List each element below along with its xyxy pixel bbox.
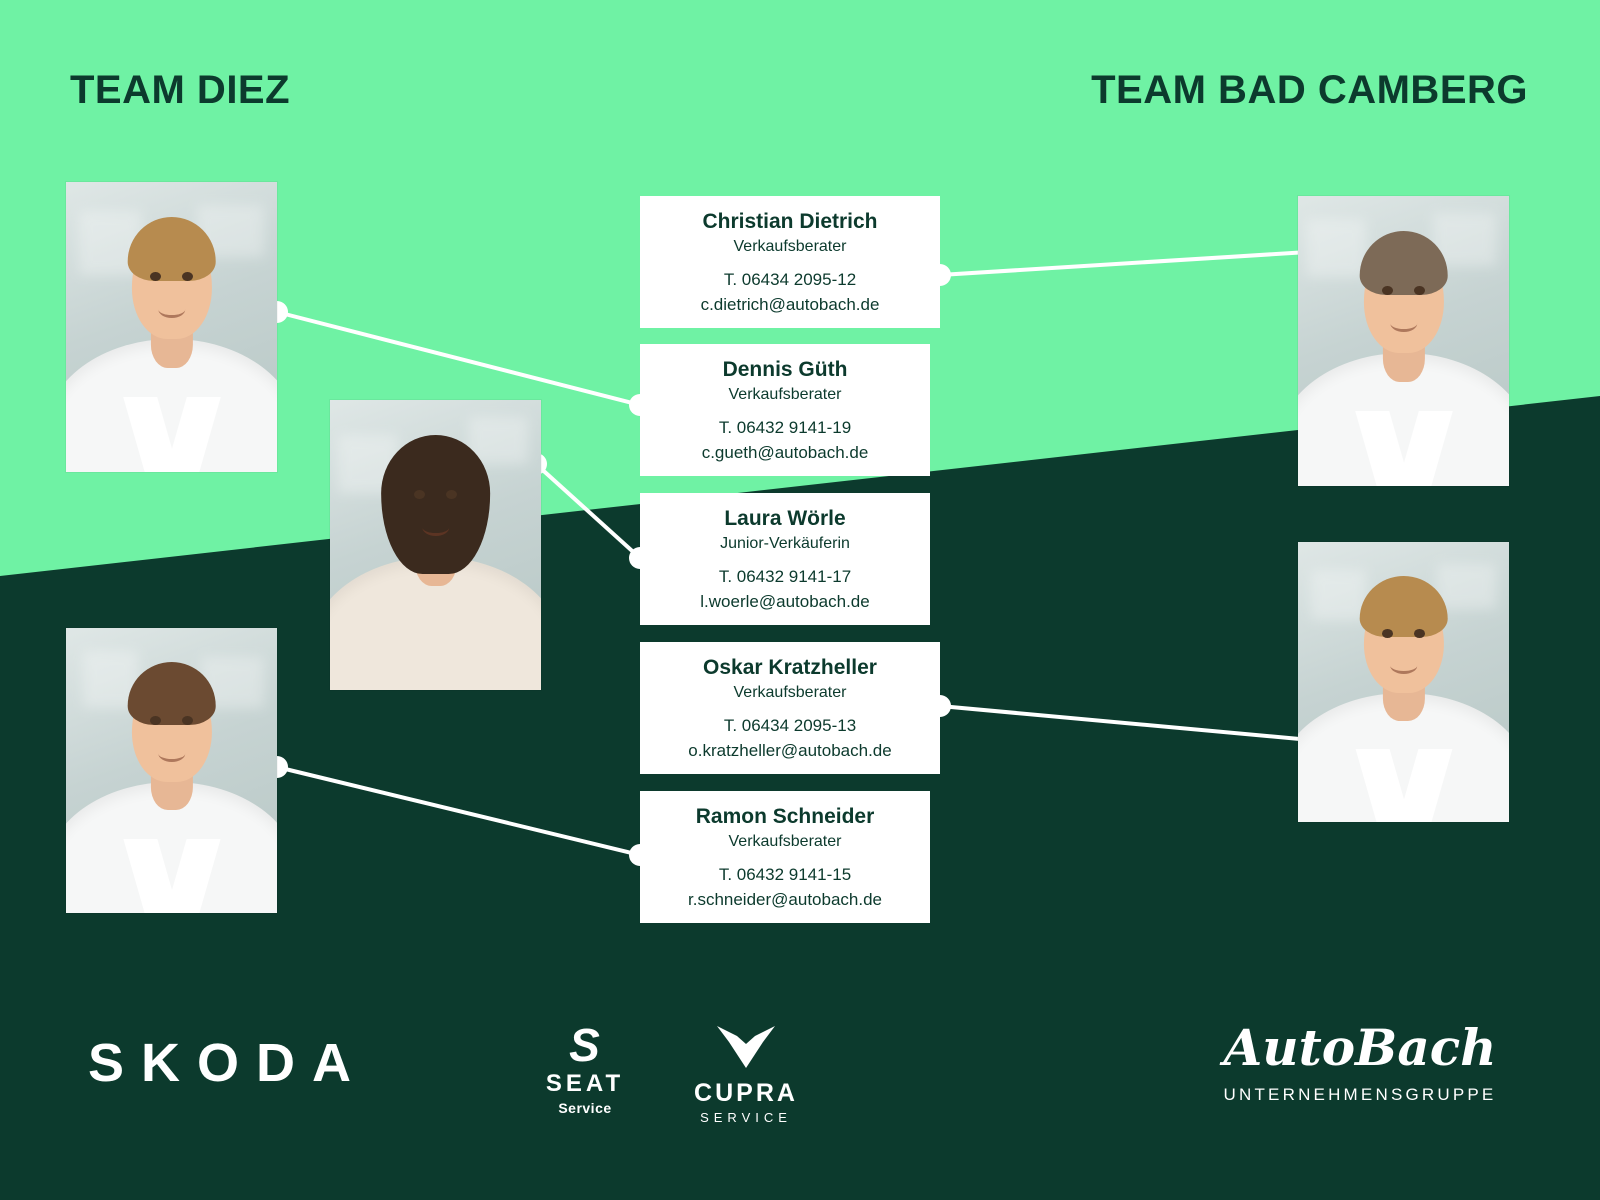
contact-phone[interactable]: T. 06432 9141-15	[718, 865, 852, 885]
contact-phone[interactable]: T. 06434 2095-13	[723, 716, 857, 736]
autobach-wordmark: AutoBach	[1223, 1018, 1497, 1077]
seat-wordmark: SEAT	[545, 1070, 625, 1097]
contact-name: Oskar Kratzheller	[703, 656, 877, 679]
photo-diez-bottom	[66, 628, 277, 913]
seat-service-label: Service	[558, 1100, 612, 1116]
photo-diez-top	[66, 182, 277, 472]
contact-name: Laura Wörle	[724, 507, 846, 530]
contact-phone[interactable]: T. 06432 9141-17	[718, 567, 852, 587]
contact-email[interactable]: c.gueth@autobach.de	[701, 442, 869, 462]
cupra-wordmark: CUPRA	[694, 1079, 798, 1107]
contact-role: Junior-Verkäuferin	[720, 535, 850, 553]
contact-email[interactable]: l.woerle@autobach.de	[700, 591, 870, 611]
team-title-diez: TEAM DIEZ	[70, 68, 291, 112]
photo-camberg-top	[1298, 196, 1509, 486]
seat-mark-icon: S	[569, 1019, 601, 1071]
contact-role: Verkaufsberater	[728, 386, 842, 404]
contact-card-oskar-kratzheller[interactable]	[640, 642, 940, 774]
contact-card-christian-dietrich[interactable]	[640, 196, 940, 328]
contact-name: Dennis Güth	[722, 358, 848, 381]
contact-card-ramon-schneider[interactable]	[640, 791, 930, 923]
cupra-tribal-icon	[715, 1022, 777, 1068]
photo-diez-center	[330, 400, 541, 690]
team-title-bad-camberg: TEAM BAD CAMBERG	[1091, 68, 1528, 112]
contact-name: Christian Dietrich	[702, 210, 878, 233]
autobach-logo	[1210, 1018, 1510, 1105]
contact-card-laura-woerle[interactable]	[640, 493, 930, 625]
contact-card-dennis-gueth[interactable]	[640, 344, 930, 476]
contact-email[interactable]: o.kratzheller@autobach.de	[688, 740, 892, 760]
photo-camberg-bottom	[1298, 542, 1509, 822]
cupra-service-label: SERVICE	[700, 1110, 792, 1125]
autobach-subline: UNTERNEHMENSGRUPPE	[1223, 1084, 1497, 1104]
seat-service-logo	[530, 1019, 640, 1116]
contact-email[interactable]: r.schneider@autobach.de	[688, 889, 882, 909]
contact-role: Verkaufsberater	[728, 833, 842, 851]
contact-role: Verkaufsberater	[733, 238, 847, 256]
contact-phone[interactable]: T. 06434 2095-12	[723, 270, 857, 290]
contact-email[interactable]: c.dietrich@autobach.de	[700, 294, 880, 314]
contact-name: Ramon Schneider	[695, 805, 875, 828]
contact-phone[interactable]: T. 06432 9141-19	[718, 418, 852, 438]
cupra-service-logo	[672, 1022, 820, 1125]
contact-role: Verkaufsberater	[733, 684, 847, 702]
skoda-logo: SKODA	[88, 1033, 369, 1093]
